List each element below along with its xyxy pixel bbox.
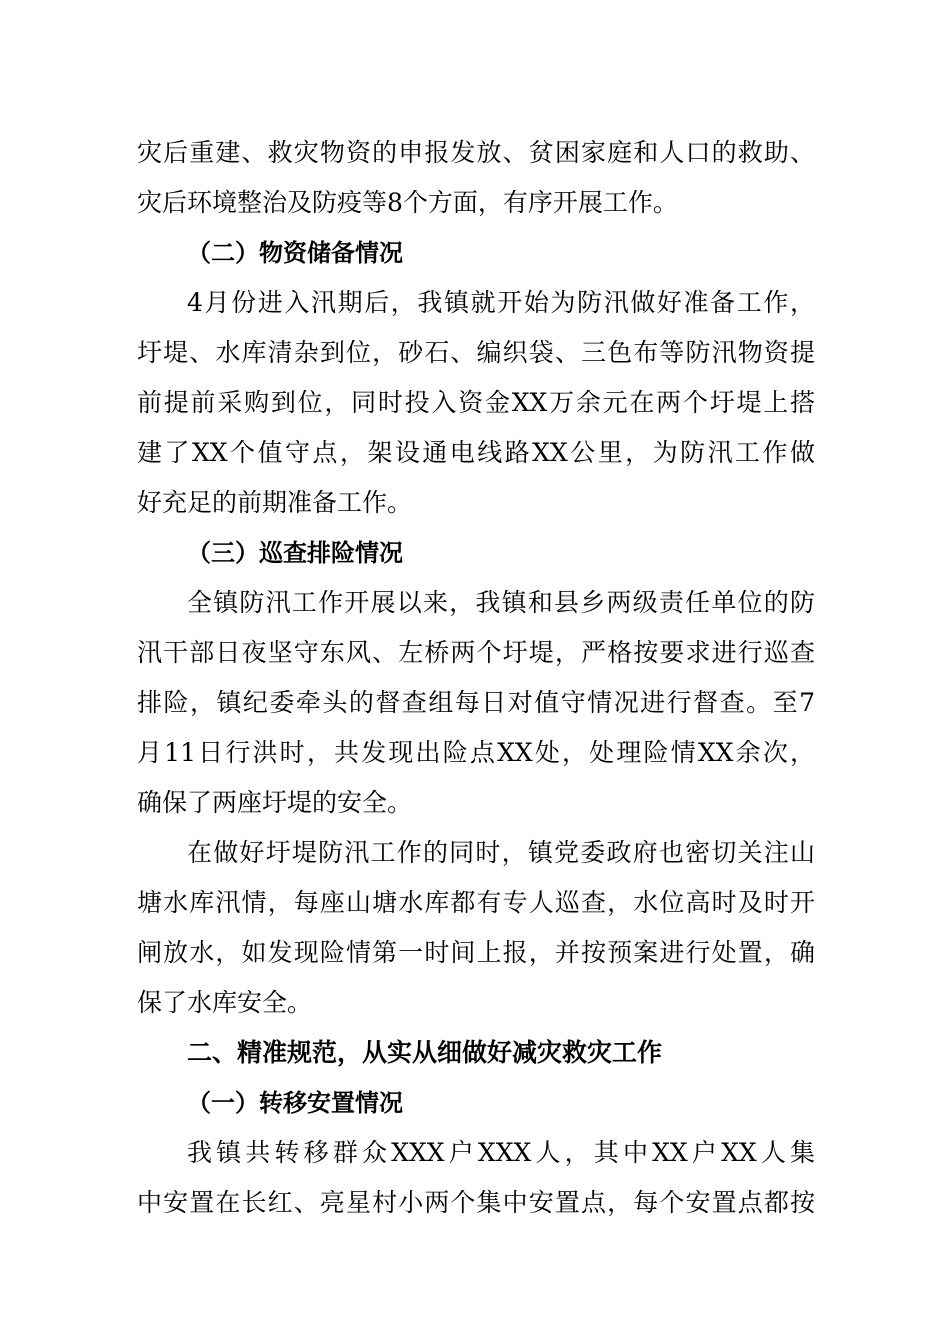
body-text-line: 圩堤、水库清杂到位，砂石、编织袋、三色布等防汛物资提 [137, 338, 815, 367]
body-text-line: 保了水库安全。 [137, 988, 313, 1017]
body-text-line: 确保了两座圩堤的安全。 [137, 788, 413, 817]
section-subheading: （二）物资储备情况 [187, 239, 403, 267]
body-text-line: 我镇共转移群众XXX户XXX人，其中XX户XX人集 [187, 1138, 815, 1167]
body-text-line: 前提前采购到位，同时投入资金XX万余元在两个圩堤上搭 [137, 388, 815, 417]
body-text-line: 好充足的前期准备工作。 [137, 488, 413, 517]
body-text-line: 在做好圩堤防汛工作的同时，镇党委政府也密切关注山 [187, 838, 815, 867]
body-text-line: 灾后环境整治及防疫等8个方面，有序开展工作。 [137, 188, 678, 217]
body-text-line: 4月份进入汛期后，我镇就开始为防汛做好准备工作， [187, 288, 815, 317]
body-text-line: 灾后重建、救灾物资的申报发放、贫困家庭和人口的救助、 [137, 138, 815, 167]
body-text-line: 塘水库汛情，每座山塘水库都有专人巡查，水位高时及时开 [137, 888, 815, 917]
body-text-line: 排险，镇纪委牵头的督查组每日对值守情况进行督查。至7 [137, 688, 815, 717]
document-page [137, 128, 815, 1228]
body-text-line: 闸放水，如发现险情第一时间上报，并按预案进行处置，确 [137, 938, 815, 967]
body-text-line: 汛干部日夜坚守东风、左桥两个圩堤，严格按要求进行巡查 [137, 638, 815, 667]
body-text-line: 全镇防汛工作开展以来，我镇和县乡两级责任单位的防 [187, 588, 815, 617]
body-text-line: 中安置在长红、亮星村小两个集中安置点，每个安置点都按 [137, 1188, 815, 1217]
body-text-line: 建了XX个值守点，架设通电线路XX公里，为防汛工作做 [137, 438, 815, 467]
section-subheading: （三）巡查排险情况 [187, 539, 403, 567]
section-heading: 二、精准规范，从实从细做好减灾救灾工作 [187, 1038, 663, 1067]
body-text-line: 月11日行洪时，共发现出险点XX处，处理险情XX余次， [137, 738, 815, 767]
section-subheading: （一）转移安置情况 [187, 1089, 403, 1117]
